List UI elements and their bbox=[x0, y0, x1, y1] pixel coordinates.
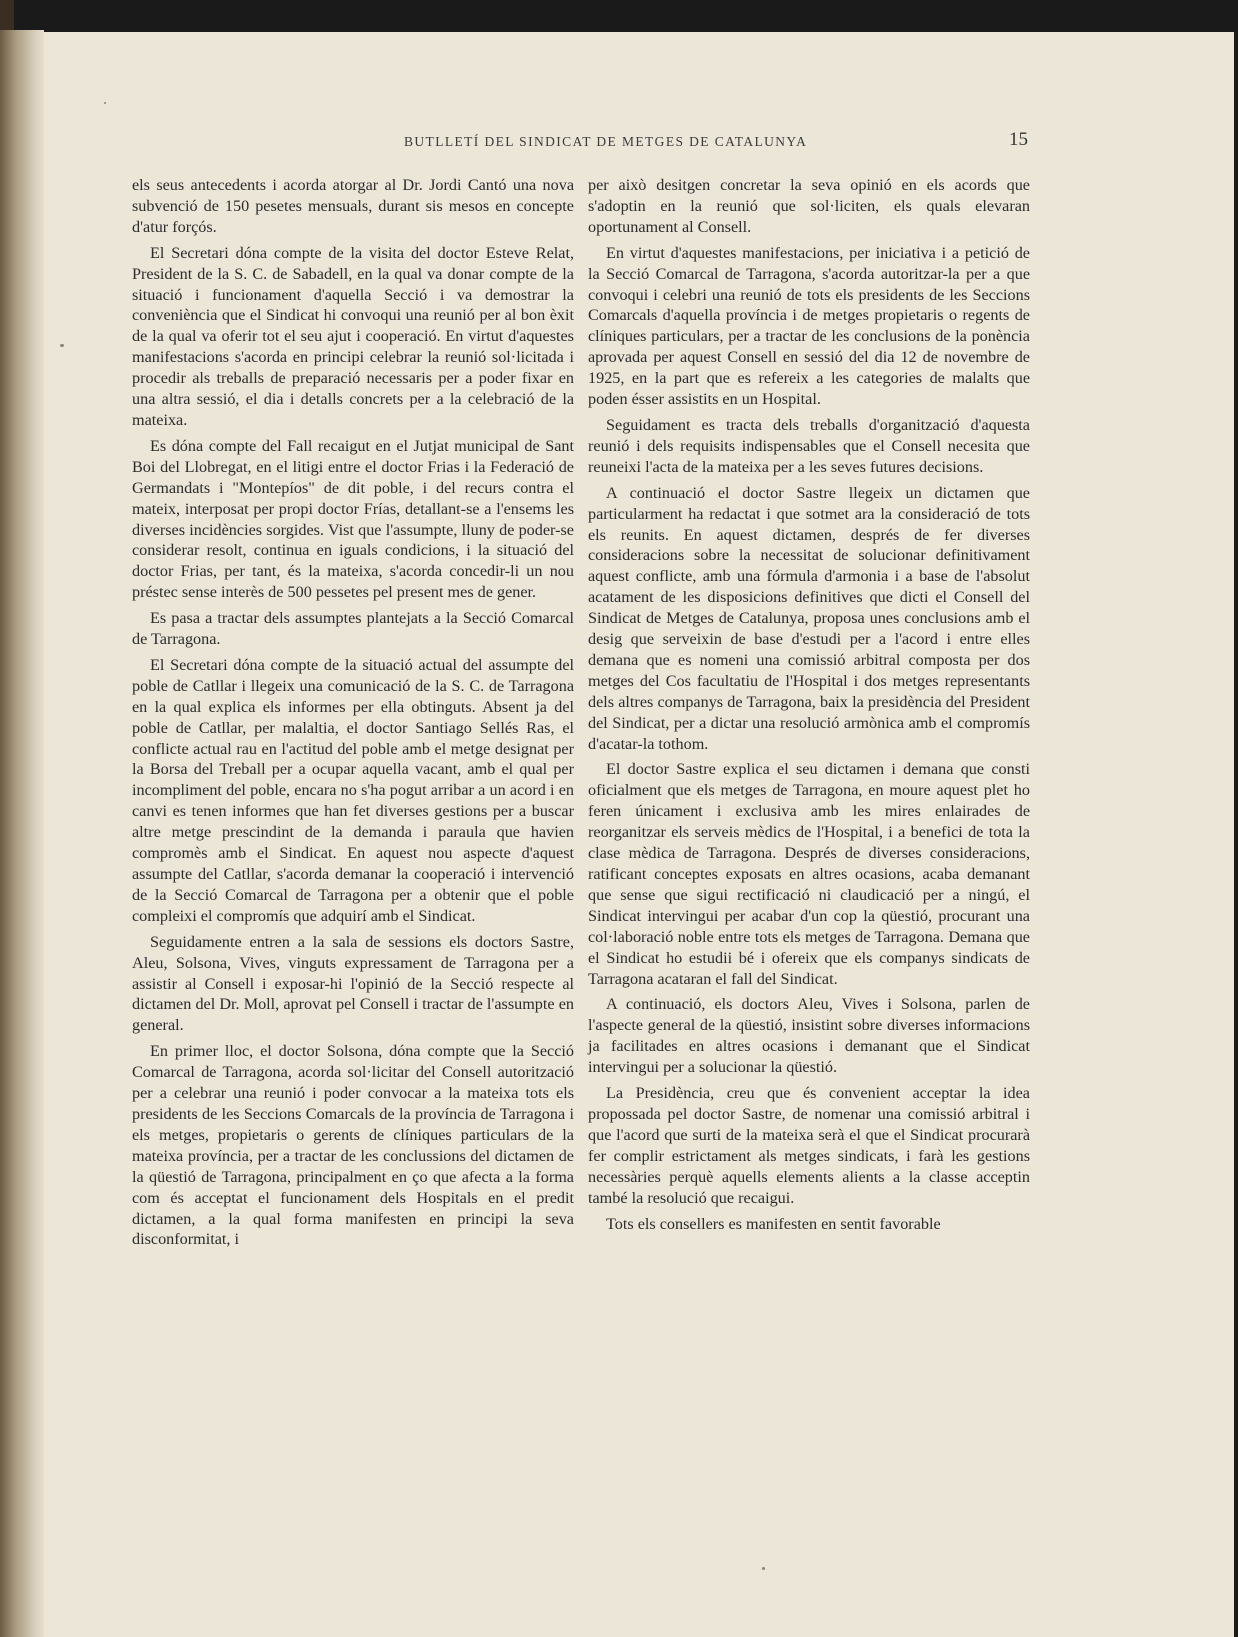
paper-speck bbox=[60, 344, 64, 347]
document-page bbox=[44, 32, 1234, 1637]
paragraph: El Secretari dóna compte de la visita del doctor Esteve Relat, President de la S. C. de Sabadell, en la qual va donar compte de la situació i funcionament d'aquella Secció i va demostrar la conveniència que el Sindicat hi convoqui una reunió per al bon èxit de la qual va oferir tot el seu ajut i cooperació. En virtut d'aquestes manifestacions s'acorda en principi celebrar la reunió sol·licitada i procedir als treballs de preparació necessaris per a poder fixar en una altra sessió, el dia i detalls concrets per a la celebració de la mateixa. bbox=[132, 243, 574, 429]
right-column bbox=[588, 175, 1030, 1239]
running-title: BUTLLETÍ DEL SINDICAT DE METGES DE CATALUNYA bbox=[404, 134, 808, 149]
paragraph: El Secretari dóna compte de la situació actual del assumpte del poble de Catllar i llegeix una comunicació de la S. C. de Tarragona en la qual explica els informes per ella obtinguts. Absent ja del poble de Catllar, per malaltia, el doctor Santiago Sellés Ras, el conflicte actual rau en l'actitud del poble amb el metge designat per la Borsa del Treball per a ocupar aquella vacant, amb el qual per incompliment del poble, encara no s'ha pogut arribar a un acord i en canvi es tenen informes que han fet diverses gestions per a buscar altre metge prescindint de la demanda i paraula que havien compromès amb el Sindicat. En aquest nou aspecte d'aquest assumpte del Catllar, s'acorda demanar la cooperació i intervenció de la Secció Comarcal de Tarragona per a obtenir que el poble compleixi el compromís que adquirí amb el Sindicat. bbox=[132, 655, 574, 925]
page-header bbox=[44, 129, 1234, 156]
book-gutter bbox=[0, 30, 44, 1637]
paper-speck bbox=[762, 1567, 765, 1570]
paragraph: Seguidament es tracta dels treballs d'organització d'aquesta reunió i dels requisits indispensables que el Consell necesita que reuneixi l'acta de la mateixa per a les seves futures decisions. bbox=[588, 415, 1030, 476]
paragraph: A continuació el doctor Sastre llegeix un dictamen que particularment ha redactat i que sotmet ara la consideració de tots els reunits. En aquest dictamen, després de fer diverses consideracions sobre la necessitat de solucionar definitivament aquest conflicte, amb una fórmula d'armonia i a base de l'absolut acatament de les disposicions definitives que dicti el Consell del Sindicat de Metges de Catalunya, proposa unes conclusions amb el desig que serveixin de base d'estudi per a l'acord i entre elles demana que es nomeni una comissió arbitral composta per dos metges del Cos facultatiu de l'Hospital i dos metges representants dels altres companys de Tarragona, baix la presidència del President del Sindicat, per a dictar una resolució armònica amb el compromís d'acatar-la tothom. bbox=[588, 483, 1030, 753]
paragraph: Seguidamente entren a la sala de sessions els doctors Sastre, Aleu, Solsona, Vives, vinguts expressament de Tarragona per a assistir al Consell i exposar-hi l'opinió de la Secció respecte al dictamen del Dr. Moll, aprovat pel Consell i tractar de l'assumpte en general. bbox=[132, 932, 574, 1035]
paragraph: Es dóna compte del Fall recaigut en el Jutjat municipal de Sant Boi del Llobregat, en el litigi entre el doctor Frias i la Federació de Germandats i "Montepíos" de dit poble, i del recurs contra el mateix, interposat per propi doctor Frías, detallant-se a l'ensems les diverses incidències sorgides. Vist que l'assumpte, lluny de poder-se considerar resolt, continua en iguals condicions, i la situació del doctor Frias, per tant, és la mateixa, s'acorda concedir-li un nou préstec sense interès de 500 pessetes pel present mes de gener. bbox=[132, 436, 574, 602]
left-column bbox=[132, 175, 574, 1255]
paragraph: per això desitgen concretar la seva opinió en els acords que s'adoptin en la reunió que sol·liciten, els quals elevaran oportunament al Consell. bbox=[588, 176, 1030, 236]
paragraph: En virtut d'aquestes manifestacions, per iniciativa i a petició de la Secció Comarcal de Tarragona, s'acorda autoritzar-la per a que convoqui i celebri una reunió de tots els presidents de les Seccions Comarcals d'aquella província i de metges propietaris o regents de clíniques particulars, per a tractar de les conclusions de la ponència aprovada per aquest Consell en sessió del dia 12 de novembre de 1925, en la part que es refereix a les categories de malalts que poden ésser assistits en un Hospital. bbox=[588, 243, 1030, 409]
page-number: 15 bbox=[1009, 129, 1028, 150]
paragraph: La Presidència, creu que és convenient acceptar la idea propossada pel doctor Sastre, de nomenar una comissió arbitral i que l'acord que surti de la mateixa serà el que el Sindicat procurarà fer complir estrictament als metges sindicats, i farà les gestions necessàries perquè aquells elements alients a la classe acceptin també la resolució que recaigui. bbox=[588, 1084, 1030, 1207]
paragraph: els seus antecedents i acorda atorgar al Dr. Jordi Cantó una nova subvenció de 150 pesetes mensuals, durant sis mesos en concepte d'atur forçós. bbox=[132, 176, 574, 236]
paragraph: Tots els consellers es manifesten en sentit favorable bbox=[606, 1214, 941, 1233]
paragraph: El doctor Sastre explica el seu dictamen i demana que consti oficialment que els metges de Tarragona, en moure aquest plet ho feren únicament i exclusiva amb les mires enlairades de reorganitzar els serveis mèdics de l'Hospital, i a benefici de tota la clase mèdica de Tarragona. Després de diverses consideracions, ratificant conceptes exposats en altres ocasions, acaba demanant que sense que sigui rectificació ni claudicació per a ningú, el Sindicat intervingui per acabar d'un cop la qüestió, procurant una col·laboració noble entre tots els metges de Tarragona. Demana que el Sindicat ho estudii bé i ofereix que els companys sindicats de Tarragona acataran el fall del Sindicat. bbox=[588, 760, 1030, 988]
paper-speck bbox=[104, 102, 106, 104]
paragraph: Es pasa a tractar dels assumptes plantejats a la Secció Comarcal de Tarragona. bbox=[132, 609, 574, 649]
paragraph: En primer lloc, el doctor Solsona, dóna compte que la Secció Comarcal de Tarragona, acorda sol·licitar del Consell autorització per a celebrar una reunió i poder convocar a la mateixa tots els presidents de les Seccions Comarcals de la província de Tarragona i els metges, propietaris o gerents de clíniques particulars de la mateixa província, per a tractar de les conclussions del dictamen de la qüestió de Tarragona, principalment en ço que afecta a la forma com és acceptat el funcionament dels Hospitals en el predit dictamen, a la qual forma manifesten en principi la seva disconformitat, i bbox=[132, 1042, 574, 1249]
paragraph: A continuació, els doctors Aleu, Vives i Solsona, parlen de l'aspecte general de la qüestió, insistint sobre diverses informacions ja facilitades en altres ocasions i demanant que el Sindicat intervingui per a solucionar la qüestió. bbox=[588, 995, 1030, 1077]
